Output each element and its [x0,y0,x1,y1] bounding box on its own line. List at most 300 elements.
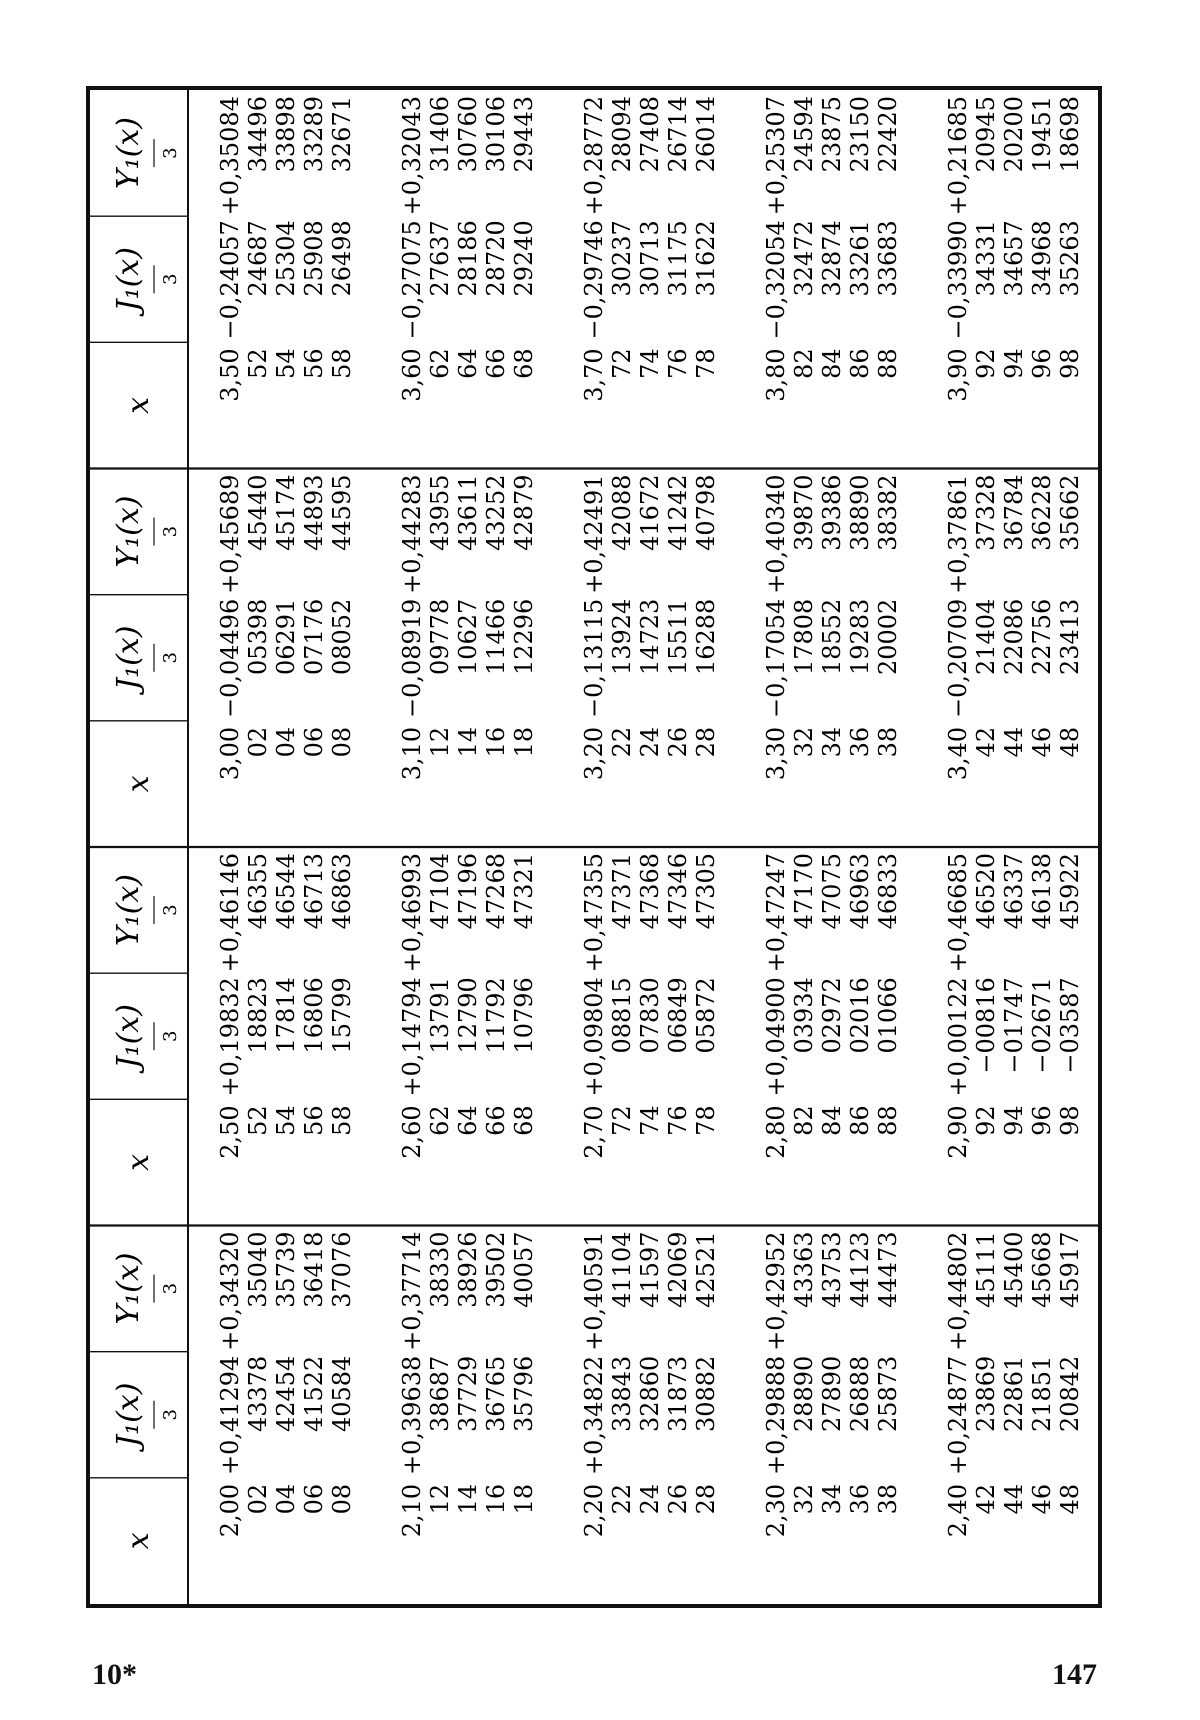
x-value: 3,90 [944,348,972,402]
j1-value: −02671 [1028,977,1056,1074]
j1-value: 21404 [972,598,1000,676]
j1-value: 07176 [300,598,328,676]
j1-value: 18552 [818,598,846,676]
x-value: 82 [790,1105,818,1136]
j1-value: 32472 [790,220,818,297]
y1-value: 47268 [482,853,510,930]
j1-value: 22861 [1000,1355,1028,1433]
x-value: 72 [608,348,636,379]
j1-value: 31175 [664,220,692,297]
header-j-sub: 3 [160,652,181,664]
y1-value: 30106 [482,96,510,173]
j1-value: 15799 [328,977,356,1054]
j1-value: +0,14794 [398,977,426,1097]
header-y-sub: 3 [160,904,181,916]
y1-value: 47321 [510,853,538,930]
header-y-sub: 3 [160,147,181,159]
y1-value: 29443 [510,96,538,173]
j1-value: 15511 [664,598,692,676]
y1-value: 38926 [454,1231,482,1308]
x-value: 74 [636,1105,664,1136]
j1-value: 18823 [244,977,272,1054]
x-value: 2,10 [398,1483,426,1538]
j1-value: 34657 [1000,220,1028,297]
y1-value: 43611 [454,474,482,551]
x-value: 86 [846,348,874,379]
y1-value: 28094 [608,96,636,173]
x-value: 46 [1028,726,1056,758]
j1-value: −0,32054 [762,220,790,340]
y1-value: 34496 [244,96,272,173]
header-x: x [121,396,156,414]
x-value: 76 [664,348,692,379]
y1-value: 41104 [608,1231,636,1308]
x-value: 38 [874,726,902,758]
x-value: 46 [1028,1483,1056,1515]
x-value: 92 [972,1105,1000,1136]
header-y: Y₁(x) [111,495,146,568]
j1-value: 37729 [454,1355,482,1433]
j1-value: 05398 [244,598,272,676]
y1-value: +0,42491 [580,474,608,594]
j1-value: 41522 [300,1355,328,1433]
x-value: 52 [244,348,272,379]
j1-value: −0,29746 [580,220,608,340]
j1-value: 33843 [608,1355,636,1433]
y1-value: 23150 [846,96,874,173]
j1-value: 31873 [664,1355,692,1433]
x-value: 14 [454,726,482,758]
y1-value: 30760 [454,96,482,173]
y1-value: 39386 [818,474,846,551]
j1-value: 33261 [846,220,874,297]
y1-value: 47368 [636,853,664,930]
j1-value: 35263 [1056,220,1084,297]
j1-value: 43378 [244,1355,272,1433]
y1-value: 44123 [846,1231,874,1308]
y1-value: 42088 [608,474,636,551]
y1-value: 26714 [664,96,692,173]
j1-value: 21851 [1028,1355,1056,1433]
header-j: J₁(x) [111,625,146,690]
header-x: x [121,775,156,793]
x-value: 3,60 [398,348,426,402]
y1-value: 45111 [972,1231,1000,1308]
x-value: 14 [454,1483,482,1515]
header-j-sub: 3 [160,1030,181,1042]
x-value: 64 [454,348,482,379]
x-value: 52 [244,1105,272,1136]
j1-value: −00816 [972,977,1000,1074]
j1-value: +0,29888 [762,1355,790,1476]
j1-value: 34331 [972,220,1000,297]
j1-value: +0,41294 [216,1355,244,1476]
x-value: 66 [482,348,510,379]
y1-value: 43753 [818,1231,846,1308]
j1-value: 01066 [874,977,902,1054]
j1-value: 05872 [692,977,720,1054]
x-value: 62 [426,1105,454,1136]
y1-value: +0,40591 [580,1231,608,1351]
j1-value: 06291 [272,598,300,676]
j1-value: 28720 [482,220,510,297]
j1-value: −0,08919 [398,598,426,719]
j1-value: −03587 [1056,977,1084,1074]
j1-value: 27637 [426,220,454,297]
y1-value: +0,46993 [398,853,426,973]
y1-value: 41597 [636,1231,664,1308]
x-value: 68 [510,1105,538,1136]
j1-value: 08815 [608,977,636,1054]
j1-value: +0,00122 [944,977,972,1097]
x-value: 32 [790,726,818,758]
y1-value: +0,34320 [216,1231,244,1351]
j1-value: +0,09804 [580,977,608,1097]
x-value: 74 [636,348,664,379]
y1-value: 44473 [874,1231,902,1308]
y1-value: 38890 [846,474,874,551]
x-value: 12 [426,726,454,758]
j1-value: 25304 [272,220,300,297]
j1-value: 14723 [636,598,664,676]
y1-value: 46833 [874,853,902,930]
x-value: 42 [972,726,1000,758]
x-value: 98 [1056,348,1084,379]
y1-value: 47305 [692,853,720,930]
x-value: 16 [482,1483,510,1515]
y1-value: 32671 [328,96,356,173]
j1-value: 40584 [328,1355,356,1433]
header-j-sub: 3 [160,273,181,285]
x-value: 22 [608,726,636,758]
y1-value: 47196 [454,853,482,930]
y1-value: +0,44283 [398,474,426,594]
j1-value: +0,39638 [398,1355,426,1476]
y1-value: 46138 [1028,853,1056,930]
footer-signature-mark: 10* [92,1658,137,1691]
x-value: 72 [608,1105,636,1136]
j1-value: 16806 [300,977,328,1054]
j1-value: 03934 [790,977,818,1054]
j1-value: 34968 [1028,220,1056,297]
y1-value: 40798 [692,474,720,551]
j1-value: 13791 [426,977,454,1054]
x-value: 26 [664,1483,692,1515]
j1-value: 07830 [636,977,664,1054]
j1-value: 09778 [426,598,454,676]
j1-value: 35796 [510,1355,538,1433]
x-value: 24 [636,1483,664,1515]
j1-value: 11792 [482,977,510,1054]
j1-value: +0,19832 [216,977,244,1097]
header-x: x [121,1153,156,1171]
y1-value: 45922 [1056,853,1084,930]
j1-value: 30237 [608,220,636,297]
y1-value: 33898 [272,96,300,173]
x-value: 58 [328,348,356,379]
y1-value: 45174 [272,474,300,551]
x-value: 94 [1000,1105,1028,1136]
j1-value: 32860 [636,1355,664,1433]
y1-value: 46863 [328,853,356,930]
y1-value: 39502 [482,1231,510,1308]
x-value: 12 [426,1483,454,1515]
x-value: 48 [1056,1483,1084,1515]
y1-value: 42521 [692,1231,720,1308]
x-value: 3,70 [580,348,608,402]
y1-value: 41242 [664,474,692,551]
header-j: J₁(x) [111,247,146,312]
j1-value: 32874 [818,220,846,297]
y1-value: +0,40340 [762,474,790,594]
j1-value: 23869 [972,1355,1000,1433]
x-value: 82 [790,348,818,379]
j1-value: 30713 [636,220,664,297]
x-value: 54 [272,1105,300,1136]
y1-value: 23875 [818,96,846,173]
x-value: 96 [1028,1105,1056,1136]
y1-value: 20200 [1000,96,1028,173]
j1-value: 36765 [482,1355,510,1433]
y1-value: 35739 [272,1231,300,1308]
header-x: x [121,1532,156,1550]
y1-value: 45440 [244,474,272,551]
x-value: 34 [818,1483,846,1515]
x-value: 02 [244,726,272,758]
j1-value: 12790 [454,977,482,1054]
x-value: 88 [874,1105,902,1136]
y1-value: +0,37861 [944,474,972,594]
y1-value: 46713 [300,853,328,930]
j1-value: 10796 [510,977,538,1054]
y1-value: 46337 [1000,853,1028,930]
y1-value: 45400 [1000,1231,1028,1308]
j1-value: 12296 [510,598,538,676]
x-value: 32 [790,1483,818,1515]
header-y: Y₁(x) [111,1252,146,1325]
j1-value: −0,24057 [216,220,244,340]
j1-value: 31622 [692,220,720,297]
j1-value: 06849 [664,977,692,1054]
header-y-sub: 3 [160,1282,181,1295]
x-value: 18 [510,1483,538,1515]
x-value: 78 [692,1105,720,1136]
x-value: 2,00 [216,1483,244,1538]
j1-value: +0,24877 [944,1355,972,1476]
j1-value: 20002 [874,598,902,676]
y1-value: 46355 [244,853,272,930]
y1-value: 40057 [510,1231,538,1308]
x-value: 36 [846,1483,874,1515]
y1-value: 43252 [482,474,510,551]
y1-value: 44595 [328,474,356,551]
y1-value: 26014 [692,96,720,173]
y1-value: 38330 [426,1231,454,1308]
x-value: 28 [692,726,720,758]
x-value: 16 [482,726,510,758]
y1-value: 47371 [608,853,636,930]
y1-value: 46963 [846,853,874,930]
x-value: 24 [636,726,664,758]
y1-value: 35040 [244,1231,272,1308]
y1-value: 36418 [300,1231,328,1308]
j1-value: 11466 [482,598,510,676]
j1-value: 25908 [300,220,328,297]
x-value: 54 [272,348,300,379]
y1-value: 47104 [426,853,454,930]
y1-value: +0,47247 [762,853,790,973]
x-value: 2,70 [580,1105,608,1159]
x-value: 06 [300,1483,328,1515]
x-value: 2,40 [944,1483,972,1538]
x-value: 76 [664,1105,692,1136]
x-value: 04 [272,726,300,758]
j1-value: 42454 [272,1355,300,1433]
y1-value: +0,35084 [216,96,244,216]
y1-value: 46520 [972,853,1000,930]
header-y: Y₁(x) [111,873,146,947]
x-value: 44 [1000,1483,1028,1515]
x-value: 88 [874,348,902,379]
y1-value: +0,46685 [944,853,972,973]
x-value: 2,20 [580,1483,608,1538]
x-value: 68 [510,348,538,379]
j1-value: 29240 [510,220,538,297]
x-value: 34 [818,726,846,758]
j1-value: 02016 [846,977,874,1054]
y1-value: 36228 [1028,474,1056,551]
j1-value: 28186 [454,220,482,297]
y1-value: 43955 [426,474,454,551]
y1-value: +0,21685 [944,96,972,216]
x-value: 58 [328,1105,356,1136]
y1-value: 41672 [636,474,664,551]
y1-value: 27408 [636,96,664,173]
header-j: J₁(x) [111,1004,146,1069]
j1-value: 17808 [790,598,818,676]
y1-value: 37328 [972,474,1000,551]
j1-value: 33683 [874,220,902,297]
x-value: 84 [818,1105,846,1136]
x-value: 56 [300,348,328,379]
y1-value: 24594 [790,96,818,173]
y1-value: 42879 [510,474,538,551]
y1-value: 43363 [790,1231,818,1308]
x-value: 08 [328,1483,356,1515]
j1-value: 30882 [692,1355,720,1433]
y1-value: 38382 [874,474,902,551]
x-value: 2,30 [762,1483,790,1538]
j1-value: 28890 [790,1355,818,1433]
x-value: 3,00 [216,726,244,781]
j1-value: −0,20709 [944,598,972,719]
j1-value: 26888 [846,1355,874,1433]
j1-value: 10627 [454,598,482,676]
x-value: 2,80 [762,1105,790,1159]
x-value: 98 [1056,1105,1084,1136]
y1-value: 18698 [1056,96,1084,173]
x-value: 86 [846,1105,874,1136]
x-value: 26 [664,726,692,758]
y1-value: 37076 [328,1231,356,1308]
j1-value: −0,13115 [580,598,608,719]
y1-value: 36784 [1000,474,1028,551]
x-value: 64 [454,1105,482,1136]
y1-value: 47170 [790,853,818,930]
j1-value: 16288 [692,598,720,676]
x-value: 2,60 [398,1105,426,1159]
y1-value: 20945 [972,96,1000,173]
x-value: 3,50 [216,348,244,402]
j1-value: +0,34822 [580,1355,608,1476]
x-value: 62 [426,348,454,379]
y1-value: +0,25307 [762,96,790,216]
x-value: 84 [818,348,846,379]
y1-value: +0,28772 [580,96,608,216]
j1-value: −0,27075 [398,220,426,340]
j1-value: +0,04900 [762,977,790,1097]
x-value: 3,20 [580,726,608,781]
x-value: 3,40 [944,726,972,781]
y1-value: 35662 [1056,474,1084,551]
x-value: 3,10 [398,726,426,781]
page-number: 147 [1052,1658,1097,1691]
x-value: 38 [874,1483,902,1515]
x-value: 08 [328,726,356,758]
y1-value: 45668 [1028,1231,1056,1308]
j1-value: 26498 [328,220,356,297]
header-j-sub: 3 [160,1409,181,1421]
y1-value: 31406 [426,96,454,173]
x-value: 28 [692,1483,720,1515]
y1-value: +0,42952 [762,1231,790,1351]
j1-value: −0,04496 [216,598,244,719]
y1-value: 42069 [664,1231,692,1308]
y1-value: +0,46146 [216,853,244,973]
j1-value: 22756 [1028,598,1056,676]
j1-value: 22086 [1000,598,1028,676]
y1-value: 22420 [874,96,902,173]
x-value: 78 [692,348,720,379]
j1-value: −0,33990 [944,220,972,340]
x-value: 22 [608,1483,636,1515]
x-value: 42 [972,1483,1000,1515]
y1-value: +0,44802 [944,1231,972,1351]
y1-value: +0,45689 [216,474,244,594]
x-value: 18 [510,726,538,758]
x-value: 3,30 [762,726,790,781]
x-value: 96 [1028,348,1056,379]
j1-value: 08052 [328,598,356,676]
x-value: 44 [1000,726,1028,758]
j1-value: −0,17054 [762,598,790,719]
x-value: 2,90 [944,1105,972,1159]
y1-value: +0,37714 [398,1231,426,1351]
header-j: J₁(x) [111,1382,146,1447]
y1-value: 45917 [1056,1231,1084,1308]
j1-value: 38687 [426,1355,454,1433]
x-value: 2,50 [216,1105,244,1159]
y1-value: +0,32043 [398,96,426,216]
x-value: 92 [972,348,1000,379]
x-value: 94 [1000,348,1028,379]
j1-value: 23413 [1056,598,1084,676]
x-value: 02 [244,1483,272,1515]
x-value: 04 [272,1483,300,1515]
x-value: 48 [1056,726,1084,758]
j1-value: 13924 [608,598,636,676]
y1-value: 33289 [300,96,328,173]
